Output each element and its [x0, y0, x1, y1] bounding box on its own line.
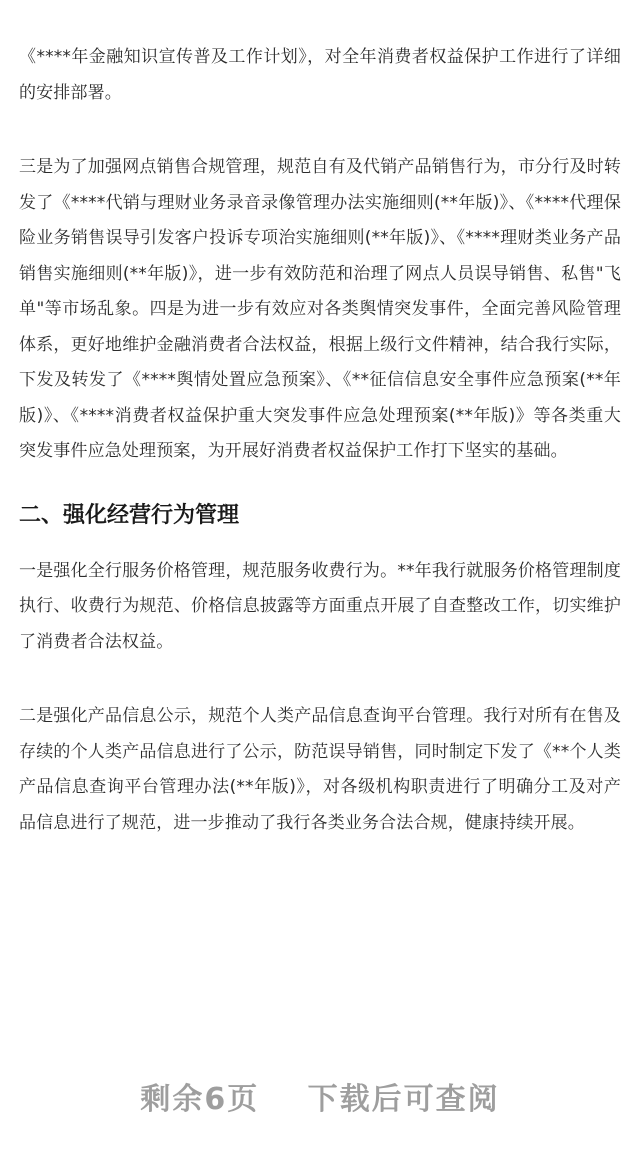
download-banner[interactable]: [0, 1074, 640, 1118]
paragraph-product-disclosure: 二是强化产品信息公示，规范个人类产品信息查询平台管理。我行对所有在售及存续的个人类产品信息进行了公示，防范误导销售，同时制定下发了《**个人类产品信息查询平台管理办法(**年版)》，对各级机构职责进行了明确分工及对产品信息进行了规范，进一步推动了我行各类业务合法合规，健康持续开展。: [19, 706, 621, 833]
section-heading: 二、强化经营行为管理: [19, 502, 240, 528]
remaining-pages-label: 剩余6页: [140, 1082, 260, 1117]
download-prompt-label[interactable]: 下载后可查阅: [307, 1082, 500, 1117]
paragraph-service-pricing: 一是强化全行服务价格管理，规范服务收费行为。**年我行就服务价格管理制度执行、收费行为规范、价格信息披露等方面重点开展了自查整改工作，切实维护了消费者合法权益。: [19, 560, 621, 652]
paragraph-plan-arrangement: 《****年金融知识宣传普及工作计划》，对全年消费者权益保护工作进行了详细的安排部署。: [19, 47, 621, 103]
document-body: [0, 40, 640, 841]
paragraph-sales-compliance: 三是为了加强网点销售合规管理，规范自有及代销产品销售行为，市分行及时转发了《****代销与理财业务录音录像管理办法实施细则(**年版)》、《****代理保险业务销售误导引发客户投诉专项治实施细则(**年版)》、《****理财类业务产品销售实施细则(**年版)》，进一步有效防范和治理了网点人员误导销售、私售"飞单"等市场乱象。四是为进一步有效应对各类舆情突发事件，全面完善风险管理体系，更好地维护金融消费者合法权益，根据上级行文件精神，结合我行实际，下发及转发了《****舆情处置应急预案》、《**征信信息安全事件应急预案(**年版)》、《****消费者权益保护重大突发事件应急处理预案(**年版)》等各类重大突发事件应急处理预案，为开展好消费者权益保护工作打下坚实的基础。: [19, 157, 621, 461]
